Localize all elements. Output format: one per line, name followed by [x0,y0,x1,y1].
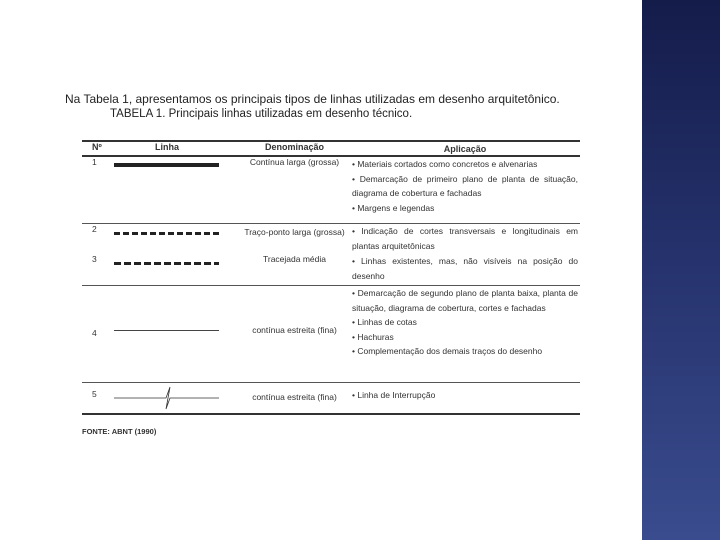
table-row [82,286,580,382]
row-name: Tracejada média [263,254,326,264]
row-name: Contínua larga (grossa) [249,157,340,167]
table-row [82,157,580,223]
table-row [82,383,580,413]
app-item: • Linhas de cotas [352,317,417,327]
app-item: • Margens e legendas [352,202,435,213]
row-number: 5 [92,389,97,399]
app-item: • Complementação dos demais traços do desenho [352,346,543,356]
app-item: • Indicação de cortes transversais e longitudinais em plantas arquitetônicas [352,226,578,251]
row-apps [352,157,578,215]
row-apps [352,224,578,253]
header-number: Nº [92,142,102,152]
header-line: Linha [155,142,179,152]
app-item: • Linhas existentes, mas, não visíveis na posição do desenho [352,256,578,281]
table-source: FONTE: ABNT (1990) [82,427,157,436]
header-application: Aplicação [443,144,487,154]
break-line-sample [114,385,219,411]
row-name: contínua estreita (fina) [252,392,337,402]
row-name: contínua estreita (fina) [252,325,337,335]
thin-line-sample [114,330,219,331]
row-number: 1 [92,157,97,167]
row-name: Traço-ponto larga (grossa) [244,227,345,237]
row-apps [352,286,578,359]
row-number: 4 [92,328,97,338]
table-title: TABELA 1. Principais linhas utilizadas em desenho técnico. [110,108,413,120]
row-number: 3 [92,254,97,264]
row-number: 2 [92,224,97,234]
intro-text: Na Tabela 1, apresentamos os principais tipos de linhas utilizadas em desenho arquitetônico. [65,92,560,106]
row-apps [352,254,578,283]
thick-line-sample [114,163,219,167]
table-row [82,254,580,285]
lines-table [82,140,580,415]
dash-dot-line-sample [114,232,219,235]
row-apps [352,388,578,403]
app-item: • Materiais cortados como concretos e alvenarias [352,159,538,169]
header-name: Denominação [264,142,324,152]
app-item: • Demarcação de primeiro plano de planta de situação, diagrama de cobertura e fachadas [352,173,578,198]
table-row [82,224,580,254]
decorative-side-panel [642,0,720,540]
table-header [82,142,580,155]
app-item: • Demarcação de segundo plano de planta baixa, planta de situação, diagrama de cobertura, cortes e fachadas [352,288,578,313]
dashed-line-sample [114,262,219,265]
app-item: • Linha de Interrupção [352,390,436,400]
app-item: • Hachuras [352,331,394,342]
